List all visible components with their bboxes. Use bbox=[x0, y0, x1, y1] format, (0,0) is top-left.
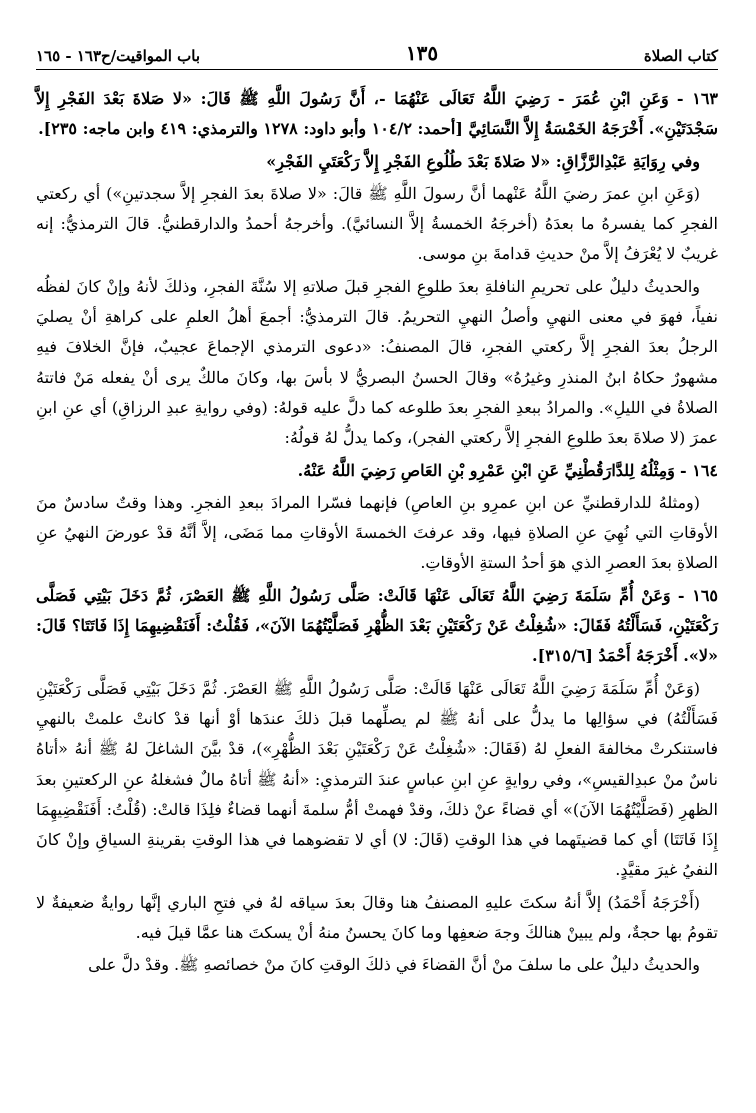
commentary-paragraph bbox=[36, 950, 718, 980]
hadith-text: وفي رِوَايَةِ عَبْدِالرَّزَّاقِ: «لا صَلاةَ بَعْدَ طُلُوعِ الفَجْرِ إِلاَّ رَكْعَتَيِ الفَجْرِ» bbox=[266, 151, 700, 171]
hadith-text: وَعَنِ ابْنِ عُمَرَ - رَضِيَ اللَّهُ تَعَالَى عَنْهُمَا -، أَنَّ رَسُولَ اللَّهِ ﷺ قَالَ: «لا صَلاةَ بَعْدَ الفَجْرِ إِلاَّ سَجْدَتَيْنِ». أَخْرَجَهُ الخَمْسَةُ إِلاَّ النَّسَائِيَّ [أحمد: ١٠٤/٢ وأبو داود: ١٢٧٨ والترمذي: ٤١٩ وابن ماجه: ٢٣٥]. bbox=[36, 89, 718, 139]
hadith-number: ١٦٤ - bbox=[680, 460, 718, 480]
commentary-text: (أَخْرَجَهُ أَحْمَدُ) إلاَّ أنهُ سكتَ عليهِ المصنفُ هنا وقالَ بعدَ سياقه لهُ في فتحِ الباري إنَّها روايةٌ ضعيفةٌ لا تقومُ بها حجةٌ، ولم يبينْ هنالكَ وجهَ ضعفِها وما كانَ يحسنُ منهُ أنْ يسكتَ هنا عمَّا قيلَ فيه. bbox=[36, 892, 718, 943]
hadith-text: وَمِثْلُهُ لِلدَّارَقُطْنِيِّ عَنِ ابْنِ عَمْرِو بْنِ العَاصِ رَضِيَ اللَّهُ عَنْهُ. bbox=[297, 460, 675, 480]
hadith-163 bbox=[36, 84, 718, 145]
running-header bbox=[36, 42, 718, 70]
commentary-paragraph bbox=[36, 888, 718, 949]
page-body bbox=[36, 84, 718, 981]
commentary-paragraph bbox=[36, 488, 718, 579]
commentary-paragraph bbox=[36, 179, 718, 270]
page-number: ١٣٥ bbox=[405, 41, 439, 65]
hadith-text: وَعَنْ أُمِّ سَلَمَةَ رَضِيَ اللَّهُ تَعَالَى عَنْهَا قَالَتْ: صَلَّى رَسُولُ اللَّهِ ﷺ العَصْرَ، ثُمَّ دَخَلَ بَيْتِي فَصَلَّى رَكْعَتَيْنِ، فَسَأَلْتُهُ فَقَالَ: «شُغِلْتُ عَنْ رَكْعَتَيْنِ بَعْدَ الظُّهْرِ فَصَلَّيْتُهُمَا الآنَ»، فَقُلْتُ: أَفَنَقْضِيهِمَا إِذَا فَاتَتَا؟ قَالَ: «لا». أَخْرَجَهُ أَحْمَدُ [٣١٥/٦]. bbox=[36, 585, 718, 666]
commentary-paragraph bbox=[36, 272, 718, 454]
chapter-reference: باب المواقيت/ح١٦٣ - ١٦٥ bbox=[36, 47, 201, 65]
commentary-paragraph bbox=[36, 674, 718, 886]
hadith-number: ١٦٥ - bbox=[677, 585, 718, 605]
hadith-variant bbox=[36, 147, 718, 177]
hadith-165 bbox=[36, 581, 718, 672]
hadith-164 bbox=[36, 456, 718, 486]
commentary-text: والحديثُ دليلٌ على تحريمِ النافلةِ بعدَ طلوعِ الفجرِ قبلَ صلاتهِ إلا سُنَّةَ الفجرِ، وذلكَ لأنهُ وإنْ كانَ لفظُه نفياً، فهوَ في معنى النهيِ وأصلُ النهيِ التحريمُ. قالَ الترمذيُّ: أجمعَ أهلُ العلمِ على كراهةِ أنْ يصليَ الرجلُ بعدَ الفجرِ إلاَّ ركعتي الفجرِ، قالَ المصنفُ: «دعوى الترمذي الإجماعَ عجيبٌ، فإنَّ الخلافَ فيهِ مشهورٌ حكاهُ ابنُ المنذرِ وغيرُهُ» وقالَ الحسنُ البصريُّ لا بأسَ بها، وكانَ مالكٌ يرى أنْ يفعله مَنْ فاتتهُ الصلاةُ في الليلِ». والمرادُ ببعدِ الفجرِ بعدَ طلوعه كما دلَّ عليه قولهُ: (وفي روايةِ عبدِ الرزاقِ) أي عنِ ابنِ عمرَ (لا صلاةَ بعدَ طلوعِ الفجرِ إلاَّ ركعتي الفجر)، وكما يدلُّ لهُ قولُهُ: bbox=[36, 276, 718, 448]
commentary-text: (ومثلهُ للدارقطنيِّ عن ابنِ عمرِو بنِ العاصِ) فإنهما فسّرا المرادَ ببعدِ الفجرِ. وهذا وقتٌ سادسٌ منَ الأوقاتِ التي نُهِيَ عنِ الصلاةِ فيها، وقد عرفتَ الخمسةَ الأوقاتِ مما مَضَى، إلاَّ أنَّهُ قدْ عورضَ النهيُ عنِ الصلاةِ بعدَ العصرِ الذي هوَ أحدُ الستةِ الأوقاتِ. bbox=[36, 492, 718, 573]
commentary-text: (وَعَنْ أُمِّ سَلَمَةَ رَضِيَ اللَّهُ تَعَالَى عَنْهَا قَالَتْ: صَلَّى رَسُولُ اللَّهِ ﷺ العَصْرَ. ثُمَّ دَخَلَ بَيْتِي فَصَلَّى رَكْعَتَيْنِ فَسَأَلْتُهُ) في سؤالِها ما يدلُّ على أنهُ ﷺ لم يصلِّهما قبلَ ذلكَ عندَها أوْ أنها قدْ كانتْ علمتْ بالنهيِ فاستنكرتْ مخالفةَ الفعلِ لهُ (فَقَالَ: «شُغِلْتُ عَنْ رَكْعَتَيْنِ بَعْدَ الظُّهْرِ»)، قدْ بيَّنَ الشاغلَ لهُ ﷺ أنهُ «أتاهُ ناسٌ منْ عبدِالقيسِ»، وفي روايةٍ عنِ ابنِ عباسٍ عندَ الترمذيِ: «أنهُ ﷺ أتاهُ مالٌ فشغلهُ عنِ الركعتينِ بعدَ الظهرِ (فَصَلَّيْتُهُمَا الآنَ)» أي قضاءً عنْ ذلكَ، وقدْ فهمتْ أمُّ سلمةَ أنهما قضاءٌ فلِذَا قالتْ: (قُلْتُ: أَفَنَقْضِيهِمَا إِذَا فَاتَتَا) أي كما قضيتَهما في هذا الوقتِ (قَالَ: لا) أي لا تقضوهما في هذا الوقتِ بقرينةِ السياقِ وإنْ كانَ النفيُ غيرَ مقيَّدٍ. bbox=[36, 678, 719, 880]
commentary-text: (وَعَنِ ابنِ عمرَ رضيَ اللَّهُ عَنْهما أنَّ رسولَ اللَّهِ ﷺ قالَ: «لا صلاةَ بعدَ الفجرِ إلاَّ سجدتينِ») أي ركعتي الفجرِ كما يفسرهُ ما بعدَهُ (أخرجَهُ الخمسةُ إلاَّ النسائيَّ). وأخرجهُ أحمدُ والدارقطنيُّ. قالَ الترمذيُّ: إنه غريبٌ لا يُعْرَفُ إلاَّ منْ حديثِ قدامةَ بنِ موسى. bbox=[36, 183, 718, 264]
commentary-text: والحديثُ دليلٌ على ما سلفَ منْ أنَّ القضاءَ في ذلكَ الوقتِ كانَ منْ خصائصهِ ﷺ. وقدْ دلَّ على bbox=[88, 955, 700, 975]
hadith-number: ١٦٣ - bbox=[676, 89, 718, 108]
book-title: كتاب الصلاة bbox=[643, 47, 718, 65]
